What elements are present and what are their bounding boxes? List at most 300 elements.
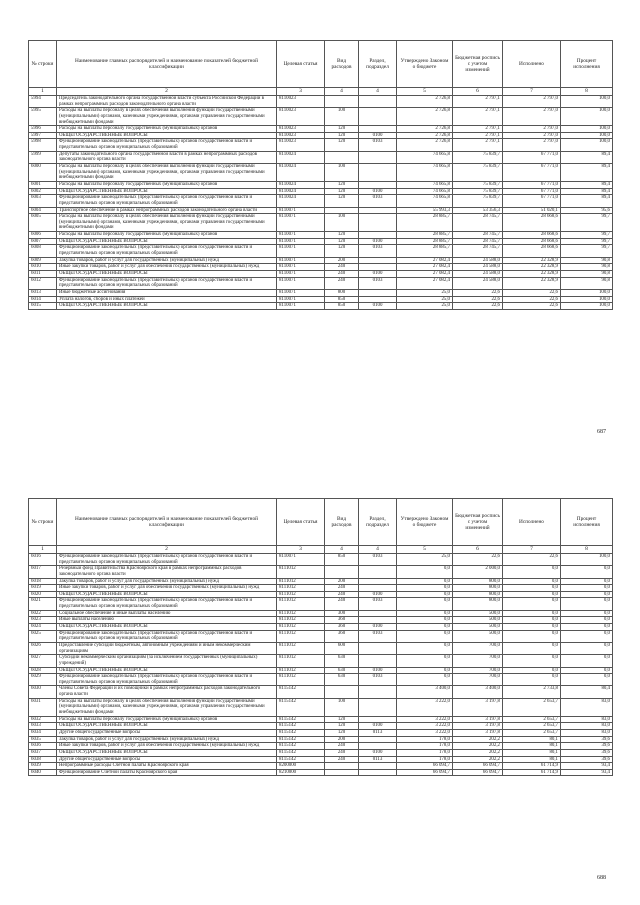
expense-type [325,207,359,214]
budget-amount: 500,0 [453,610,503,617]
row-name: Другие общегосударственные вопросы [57,756,277,763]
target-article: 8200000 [277,763,325,770]
row-name: ОБЩЕГОСУДАРСТВЕННЫЕ ВОПРОСЫ [57,270,277,277]
budget-amount: 22,6 [453,289,503,296]
approved-amount: 178,0 [397,743,453,750]
approved-amount: 0,0 [397,585,453,592]
approved-amount: 25,0 [397,296,453,303]
approved-amount: 2 726,8 [397,108,453,126]
header-target: Целевая статья [277,499,325,546]
row-number: 6000 [29,164,57,182]
executed-amount: 2 733,8 [503,686,561,698]
percent-executed: 89,4 [561,188,613,195]
target-article: 8115142 [277,749,325,756]
approved-amount: 178,0 [397,736,453,743]
budget-amount: 700,0 [453,667,503,674]
approved-amount: 3 222,0 [397,723,453,730]
table-row [29,736,613,743]
row-name: Функционирование законодательных (представительных) органов государственной власти и представительных органов муниципальных образований [57,245,277,257]
percent-executed: 89,4 [561,164,613,182]
table-row [29,270,613,277]
row-name: Предоставление субсидий бюджетным, автономным учреждениям и иным некоммерческим организациям [57,642,277,654]
expense-type: 240 [325,756,359,763]
executed-amount: 2 653,7 [503,716,561,723]
target-article: 8110024 [277,164,325,182]
header-executed: Исполнено [503,499,561,546]
percent-executed: 0,0 [561,642,613,654]
percent-executed: 99,7 [561,238,613,245]
budget-amount: 202,2 [453,736,503,743]
approved-amount: 66 094,7 [397,769,453,776]
expense-type: 120 [325,139,359,151]
expense-type: 240 [325,585,359,592]
section-code [359,126,397,133]
expense-type: 240 [325,270,359,277]
section-code: 0100 [359,238,397,245]
row-name: Функционирование законодательных (представительных) органов государственной власти и представительных органов муниципальных образований [57,277,277,289]
target-article: 8110071 [277,270,325,277]
target-article: 8110023 [277,132,325,139]
col-number: 1 [29,546,57,554]
target-article: 8110071 [277,289,325,296]
row-name: ОБЩЕГОСУДАРСТВЕННЫЕ ВОПРОСЫ [57,667,277,674]
percent-executed: 100,0 [561,289,613,296]
table-row [29,181,613,188]
section-code: 0100 [359,591,397,598]
row-number: 6008 [29,245,57,257]
executed-amount: 28 668,6 [503,232,561,239]
row-name: Расходы на выплаты персоналу в целях обеспечения выполнения функций государственными (муниципальными) органами, казенными учреждениями, органами управления государственными внебюджетными фондами [57,698,277,716]
section-code [359,763,397,770]
table-row [29,716,613,723]
target-article: 8110071 [277,277,325,289]
header-executed: Исполнено [503,41,561,88]
row-number: 6017 [29,566,57,578]
executed-amount: 2 797,0 [503,96,561,108]
col-number: 5 [397,546,453,554]
col-number: 8 [561,88,613,96]
header-approved: Утверждено Законом о бюджете [397,41,453,88]
target-article: 8115142 [277,723,325,730]
executed-amount: 61 714,9 [503,763,561,770]
target-article: 8111012 [277,610,325,617]
percent-executed: 0,0 [561,598,613,610]
row-name: Члены Совета Федерации и их помощники в рамках непрограммных расходов законодательного органа власти [57,686,277,698]
executed-amount: 0,0 [503,667,561,674]
approved-amount: 2 726,8 [397,96,453,108]
section-code [359,296,397,303]
table-row [29,257,613,264]
target-article: 8110071 [277,214,325,232]
approved-amount: 66 094,7 [397,763,453,770]
expense-type: 240 [325,749,359,756]
approved-amount: 178,0 [397,756,453,763]
expense-type: 120 [325,729,359,736]
expense-type [325,763,359,770]
budget-amount: 700,0 [453,642,503,654]
section-code [359,151,397,163]
percent-executed: 0,0 [561,566,613,578]
section-code [359,686,397,698]
budget-amount: 22,6 [453,554,503,566]
percent-executed: 100,0 [561,303,613,310]
percent-executed: 99,7 [561,245,613,257]
approved-amount: 27 082,4 [397,257,453,264]
budget-amount: 75 839,7 [453,164,503,182]
budget-amount: 24 588,0 [453,264,503,271]
budget-amount: 700,0 [453,655,503,667]
expense-type [325,769,359,776]
row-number: 6031 [29,698,57,716]
executed-amount: 0,0 [503,591,561,598]
executed-amount: 0,0 [503,642,561,654]
approved-amount: 2 726,8 [397,126,453,133]
expense-type [325,151,359,163]
budget-amount: 66 094,7 [453,763,503,770]
section-code: 0100 [359,624,397,631]
budget-amount: 2 797,1 [453,96,503,108]
section-code: 0103 [359,630,397,642]
row-number: 6038 [29,756,57,763]
approved-amount: 0,0 [397,667,453,674]
row-name: Иные закупки товаров, работ и услуг для обеспечения государственных (муниципальных) нужд [57,264,277,271]
expense-type: 120 [325,195,359,207]
header-section: Раздел, подраздел [359,41,397,88]
header-row-no: № строки [29,499,57,546]
header-percent: Процент исполнения [561,41,613,88]
row-name: Иные бюджетные ассигнования [57,289,277,296]
row-name: Депутаты законодательного органа государственной власти в рамках непрограммных расходов законодательного органа власти [57,151,277,163]
budget-amount: 28 745,7 [453,214,503,232]
executed-amount: 22 328,9 [503,257,561,264]
approved-amount: 28 885,7 [397,238,453,245]
target-article: 8110071 [277,207,325,214]
approved-amount: 0,0 [397,655,453,667]
col-number: 7 [503,546,561,554]
row-name: Закупка товаров, работ и услуг для государственных (муниципальных) нужд [57,257,277,264]
budget-amount: 22,6 [453,303,503,310]
expense-type: 850 [325,554,359,566]
section-code [359,566,397,578]
expense-type: 100 [325,214,359,232]
expense-type: 360 [325,630,359,642]
table-row [29,245,613,257]
expense-type: 360 [325,624,359,631]
target-article: 8111012 [277,578,325,585]
section-code [359,617,397,624]
table-row [29,303,613,310]
table-row [29,624,613,631]
section-code [359,214,397,232]
col-number: 3 [277,546,325,554]
row-number: 6030 [29,686,57,698]
executed-amount: 28 668,6 [503,214,561,232]
row-name: Расходы на выплаты персоналу в целях обеспечения выполнения функций государственными (муниципальными) органами, казенными учреждениями, органами управления государственными внебюджетными фондами [57,214,277,232]
row-name: ОБЩЕГОСУДАРСТВЕННЫЕ ВОПРОСЫ [57,723,277,730]
target-article: 8110071 [277,296,325,303]
budget-amount: 202,2 [453,749,503,756]
percent-executed: 80,4 [561,686,613,698]
approved-amount: 0,0 [397,610,453,617]
col-number: 4 [359,546,397,554]
expense-type [325,566,359,578]
executed-amount: 22,6 [503,303,561,310]
approved-amount: 0,0 [397,624,453,631]
expense-type: 800 [325,289,359,296]
row-name: Транспортное обеспечение в рамках непрограммных расходов законодательного органа власти [57,207,277,214]
row-number: 6035 [29,736,57,743]
section-code [359,585,397,592]
table-row [29,655,613,667]
col-number: 6 [453,546,503,554]
row-number: 6024 [29,624,57,631]
executed-amount: 80,1 [503,749,561,756]
table-row [29,566,613,578]
expense-type: 200 [325,578,359,585]
expense-type: 120 [325,132,359,139]
section-code: 0100 [359,667,397,674]
expense-type: 120 [325,126,359,133]
row-name: ОБЩЕГОСУДАРСТВЕННЫЕ ВОПРОСЫ [57,238,277,245]
row-number: 6026 [29,642,57,654]
approved-amount: 28 885,7 [397,214,453,232]
section-code: 0100 [359,303,397,310]
row-name: Иные закупки товаров, работ и услуг для обеспечения государственных (муниципальных) нужд [57,743,277,750]
row-name: Расходы на выплаты персоналу в целях обеспечения выполнения функций государственными (муниципальными) органами, казенными учреждениями, органами управления государственными внебюджетными фондами [57,164,277,182]
col-number: 2 [57,88,277,96]
percent-executed: 100,0 [561,554,613,566]
table-row [29,289,613,296]
row-name: Функционирование законодательных (представительных) органов государственной власти и представительных органов муниципальных образований [57,195,277,207]
percent-executed: 100,0 [561,126,613,133]
target-article: 8110023 [277,139,325,151]
page-688 [28,498,612,776]
section-code: 0103 [359,195,397,207]
expense-type: 240 [325,277,359,289]
executed-amount: 28 668,6 [503,245,561,257]
expense-type: 240 [325,591,359,598]
table-row [29,763,613,770]
row-name: Иные закупки товаров, работ и услуг для обеспечения государственных (муниципальных) нужд [57,585,277,592]
target-article: 8110071 [277,232,325,239]
row-number: 6018 [29,578,57,585]
target-article: 8110071 [277,238,325,245]
table-row [29,238,613,245]
table-row [29,686,613,698]
target-article: 8115142 [277,729,325,736]
row-number: 6027 [29,655,57,667]
budget-amount: 2 797,1 [453,126,503,133]
col-number: 6 [453,88,503,96]
target-article: 8111012 [277,598,325,610]
percent-executed: 93,4 [561,763,613,770]
expense-type [325,96,359,108]
table-row [29,96,613,108]
row-number: 6009 [29,257,57,264]
percent-executed: 83,0 [561,716,613,723]
approved-amount: 27 082,4 [397,277,453,289]
table-row [29,642,613,654]
target-article: 8110071 [277,303,325,310]
row-number: 6010 [29,264,57,271]
target-article: 8210000 [277,769,325,776]
section-code [359,736,397,743]
target-article: 8110023 [277,96,325,108]
percent-executed: 39,6 [561,749,613,756]
section-code [359,578,397,585]
row-name: Расходы на выплаты персоналу государственных (муниципальных) органов [57,232,277,239]
budget-amount: 66 094,7 [453,769,503,776]
expense-type: 200 [325,736,359,743]
section-code [359,642,397,654]
row-name: Уплата налогов, сборов и иных платежей [57,296,277,303]
approved-amount: 0,0 [397,674,453,686]
budget-amount: 202,2 [453,756,503,763]
header-row-no: № строки [29,41,57,88]
row-name: Председатель законодательного органа государственной власти субъекта Российской Федерации в рамках непрограммных расходов законодательного органа власти [57,96,277,108]
header-percent: Процент исполнения [561,499,613,546]
table-row [29,139,613,151]
budget-amount: 3 197,8 [453,723,503,730]
budget-amount: 700,0 [453,674,503,686]
budget-amount: 24 588,0 [453,257,503,264]
executed-amount: 67 771,0 [503,195,561,207]
row-name: Функционирование законодательных (представительных) органов государственной власти и представительных органов муниципальных образований [57,630,277,642]
budget-amount: 75 839,7 [453,151,503,163]
percent-executed: 89,4 [561,151,613,163]
row-name: Расходы на выплаты персоналу государственных (муниципальных) органов [57,126,277,133]
percent-executed: 90,8 [561,257,613,264]
target-article: 8110071 [277,554,325,566]
executed-amount: 2 797,0 [503,126,561,133]
row-number: 6016 [29,554,57,566]
approved-amount: 2 726,8 [397,139,453,151]
row-number: 6002 [29,188,57,195]
table-row [29,164,613,182]
row-number: 6025 [29,630,57,642]
row-name: Иные выплаты населению [57,617,277,624]
percent-executed: 0,0 [561,591,613,598]
budget-amount: 28 745,7 [453,232,503,239]
target-article: 8111012 [277,642,325,654]
row-number: 6037 [29,749,57,756]
section-code: 0100 [359,132,397,139]
row-number: 6006 [29,232,57,239]
executed-amount: 2 797,0 [503,108,561,126]
table-row [29,749,613,756]
budget-amount: 800,0 [453,578,503,585]
budget-amount: 2 797,1 [453,132,503,139]
row-name: Расходы на выплаты персоналу государственных (муниципальных) органов [57,716,277,723]
approved-amount: 74 665,8 [397,188,453,195]
header-name: Наименование главных распорядителей и наименование показателей бюджетной классификации [57,41,277,88]
row-number: 5994 [29,96,57,108]
target-article: 8111012 [277,655,325,667]
approved-amount: 74 665,8 [397,195,453,207]
budget-amount: 3 400,0 [453,686,503,698]
executed-amount: 0,0 [503,610,561,617]
table-row [29,277,613,289]
target-article: 8110023 [277,108,325,126]
expense-type: 100 [325,108,359,126]
section-code [359,769,397,776]
row-name: Закупка товаров, работ и услуг для государственных (муниципальных) нужд [57,578,277,585]
row-name: Закупка товаров, работ и услуг для государственных (муниципальных) нужд [57,736,277,743]
expense-type: 630 [325,674,359,686]
budget-amount: 3 197,8 [453,698,503,716]
section-code [359,232,397,239]
row-number: 6040 [29,769,57,776]
page-number: 687 [597,429,606,435]
expense-type: 120 [325,716,359,723]
expense-type: 360 [325,617,359,624]
expense-type: 630 [325,667,359,674]
expense-type: 240 [325,264,359,271]
budget-amount: 2 797,1 [453,139,503,151]
row-number: 6032 [29,716,57,723]
executed-amount: 67 771,0 [503,164,561,182]
approved-amount: 0,0 [397,578,453,585]
executed-amount: 2 797,0 [503,132,561,139]
percent-executed: 0,0 [561,667,613,674]
section-code [359,207,397,214]
percent-executed: 0,0 [561,624,613,631]
executed-amount: 67 771,0 [503,151,561,163]
section-code: 0100 [359,188,397,195]
section-code [359,289,397,296]
percent-executed: 93,4 [561,769,613,776]
table-row [29,674,613,686]
executed-amount: 2 653,7 [503,729,561,736]
col-number: 1 [29,88,57,96]
percent-executed: 0,0 [561,655,613,667]
header-type: Вид расходов [325,41,359,88]
percent-executed: 95,6 [561,207,613,214]
row-name: Резервный фонд Правительства Красноярского края в рамках непрограммных расходов законодательного органа власти [57,566,277,578]
row-number: 6034 [29,729,57,736]
executed-amount: 80,1 [503,736,561,743]
row-number: 6023 [29,617,57,624]
table-row [29,743,613,750]
row-name: Функционирование законодательных (представительных) органов государственной власти и представительных органов муниципальных образований [57,554,277,566]
percent-executed: 0,0 [561,578,613,585]
row-number: 5997 [29,132,57,139]
section-code [359,698,397,716]
row-name: Функционирование Счетной палаты Красноярского края [57,769,277,776]
row-number: 6015 [29,303,57,310]
header-type: Вид расходов [325,499,359,546]
executed-amount: 0,0 [503,655,561,667]
header-budget: Бюджетная роспись с учетом изменений [453,41,503,88]
header-name: Наименование главных распорядителей и наименование показателей бюджетной классификации [57,499,277,546]
percent-executed: 39,6 [561,743,613,750]
percent-executed: 83,0 [561,723,613,730]
approved-amount: 25,0 [397,554,453,566]
row-number: 6001 [29,181,57,188]
approved-amount: 28 885,7 [397,232,453,239]
table-row [29,617,613,624]
col-number: 4 [325,88,359,96]
header-section: Раздел, подраздел [359,499,397,546]
col-number: 3 [277,88,325,96]
executed-amount: 0,0 [503,630,561,642]
section-code: 0103 [359,139,397,151]
executed-amount: 0,0 [503,624,561,631]
budget-amount: 800,0 [453,598,503,610]
section-code [359,96,397,108]
executed-amount: 2 653,7 [503,698,561,716]
table-row [29,598,613,610]
